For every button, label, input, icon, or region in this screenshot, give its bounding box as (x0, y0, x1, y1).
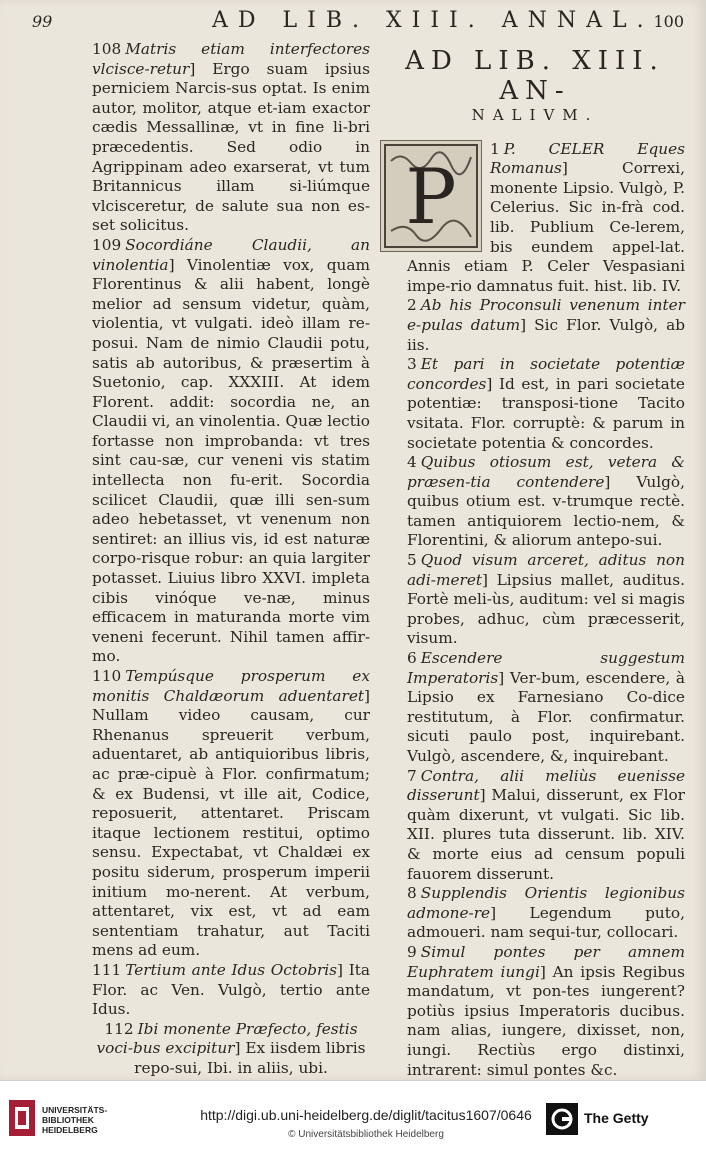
annotation-entry (385, 884, 685, 943)
entry-text: ] Sic Flor. Vulgò, ab iis. (407, 315, 685, 354)
entry-text: ] Ver-bum, escendere, à Lipsio ex Farnesiano Co-dice restitutum, à Flor. confirmatur. sicuti paulo post, inquirebant. Vulgò, ascendere, &, inquirebant. (407, 668, 685, 765)
entry-text: ] Correxi, monente Lipsio. Vulgò, P. Celerius. Sic in-frà cod. lib. Publium Ce-lerem, bis eundem appel-lat. Annis etiam P. Celer Vespasiani impe-rio damnatus fuit. hist. lib. IV. (407, 159, 685, 295)
running-head (32, 8, 694, 36)
entry-lemma: Supplendis Orientis legionibus admone-re (407, 884, 685, 922)
entry-number: 3 (407, 355, 417, 374)
entry-text: ] Id est, in pari societate potentiæ: transposi-tione Tacito vsitata. Flor. corruptè: & parum in societate potentia & concordes. (407, 374, 685, 452)
entry-lemma: Simul pontes per amnem Euphratem iungi (407, 942, 685, 981)
entry-text: ] Legendum puto, admoueri. nam sequi-tur, collocari. (407, 903, 685, 942)
section-title: AD LIB. XIII. AN- (405, 46, 665, 106)
annotation-entry (385, 453, 685, 551)
entry-text: ] Lipsius mallet, auditus. Fortè meli-ùs, auditum: vel si magis probes, adhuc, cùm præcesserit, visum. (407, 570, 685, 648)
annotation-entry (385, 355, 685, 453)
entry-number: 4 (407, 453, 417, 472)
entry-lemma: P. CELER Eques Romanus (490, 139, 685, 178)
annotation-entry (70, 1020, 370, 1079)
entry-text: ] An ipsis Regibus mandatum, vt pon-tes iungerent? potiùs ipsius Imperatoris ducibus. nam alias, iungere, dixisset, non, iungi. Rectiùs ergo distinxi, intrarent: simul pontes &c. (407, 962, 685, 1079)
entry-lemma: Quod visum arceret, aditus non adi-meret (407, 551, 685, 589)
entry-lemma: Tertium ante Idus Octobris (125, 960, 338, 979)
entry-number: 2 (407, 296, 417, 315)
decorated-initial-icon (381, 141, 481, 251)
entry-text: ] Ita Flor. ac Ven. Vulgò, tertio ante Idus. (92, 960, 371, 1019)
entry-number: 111 (92, 960, 122, 979)
entry-lemma: Ab his Proconsuli venenum inter e-pulas datum (407, 296, 685, 334)
right-column (385, 40, 685, 1080)
library-crest-icon (8, 1099, 36, 1137)
entry-number: 109 (92, 235, 122, 254)
annotation-entry (385, 649, 685, 767)
entry-number: 5 (407, 551, 417, 570)
entry-text: ] Ergo suam ipsius perniciem Narcis-sus optat. Is enim autor, molitor, atque et-iam exactor cædis Messallinæ, vt in fine li-bri præcedentis. Sed odio in Agrippinam adeo exarserat, vt tum Britannicus illam si-liúmque vlcisceretur, de salute sua non es-set solicitus. (92, 59, 370, 235)
entry-lemma: Tempúsque prosperum ex monitis Chaldæorum aduentaret (92, 667, 370, 705)
decorated-initial (380, 140, 482, 252)
annotation-entry (70, 961, 370, 1020)
entry-text: ] Ex iisdem libris repo-sui, Ibi. in aliis, ubi. (134, 1039, 366, 1077)
getty-name: The Getty (584, 1110, 649, 1126)
entry-lemma: Contra, alii meliùs euenisse disserunt (407, 766, 685, 805)
folio-right: 100 (653, 12, 684, 31)
entry-lemma: Quibus otiosum est, vetera & præsen-tia contendere (407, 453, 685, 491)
annotation-entry (385, 296, 685, 355)
entry-number: 110 (92, 667, 122, 685)
viewer-footer (0, 1080, 706, 1157)
annotation-entry (70, 40, 370, 236)
running-title: AD LIB. XIII. ANNAL. (212, 8, 654, 33)
getty-logo[interactable] (546, 1103, 696, 1139)
section-subtitle: NALIVM. (471, 106, 599, 124)
entry-lemma: Matris etiam interfectores vlcisce-retur (92, 40, 370, 78)
annotation-entry (385, 943, 685, 1080)
entry-number: 9 (407, 942, 417, 961)
copyright-notice: © Universitätsbibliothek Heidelberg (288, 1129, 444, 1140)
getty-mark-icon (546, 1103, 578, 1135)
entry-number: 112 (104, 1019, 134, 1038)
entry-number: 6 (407, 649, 417, 668)
library-logo[interactable] (8, 1099, 158, 1139)
folio-left: 99 (32, 12, 53, 31)
permalink-url[interactable]: http://digi.ub.uni-heidelberg.de/diglit/tacitus1607/0646 (200, 1107, 532, 1123)
left-column (70, 40, 370, 1078)
entry-number: 8 (407, 884, 417, 903)
annotation-entry (385, 767, 685, 885)
entry-number: 7 (407, 766, 417, 785)
library-name: UNIVERSITÄTS- BIBLIOTHEK HEIDELBERG (42, 1105, 108, 1135)
svg-text:P: P (405, 151, 457, 241)
entry-text: ] Nullam video causam, cur Rhenanus spreuerit verbum, aduentaret, ab antiquioribus libris, ac præ-cipuè à Flor. confirmatum; & ex Budensi, vt ille ait, Codice, reposuerit, attentaret. Priscam itaque lectionem restitui, optimo sensu. Expectabat, vt Chaldæi ex positu siderum, prosperum imperii initium mo-nerent. At verbum, attentaret, vix est, vt ad eam sententiam trahatur, aut Taciti mens ad eum. (92, 686, 370, 960)
entry-lemma: Et pari in societate potentiæ concordes (407, 355, 685, 393)
entry-lemma: Escendere suggestum Imperatoris (407, 649, 685, 687)
annotation-entry (70, 667, 370, 961)
entry-lemma: Ibi monente Præfecto, festis voci-bus excipitur (96, 1019, 358, 1058)
entry-text: ] Vinolentiæ vox, quam Florentinus & alii habent, longè melior ad sensum videtur, quàm, violentia, vt vulgati. ideò illam re-posui. Nam de nimio Claudii potu, satis ab autoribus, & præsertim à Suetonio, cap. XXXIII. At idem Florent. addit: socordia ne, an Claudii vi, an vinolentia. Quæ lectio fortasse non improbanda: vt tres sint cau-sæ, cur veneni vis statim intellecta non fu-erit. Socordia scilicet Claudii, quæ illi sen-sum adeo hebetasset, vt venenum non sentiret: an illius vis, id est naturæ corpo-risque robur: an quia largiter potasset. Liuius libro XXVI. impleta cibis vinóque ve-næ, minus efficacem in maturanda morte vim veneni fecerunt. Nihil tamen affir-mo. (92, 255, 370, 666)
entry-number: 108 (92, 40, 122, 58)
entry-number: 1 (490, 139, 500, 158)
annotation-entry (385, 551, 685, 649)
entry-text: ] Malui, disserunt, ex Flor quàm dixerunt, vt vulgati. Sic lib. XII. plures tuta disserunt. lib. XIV. & morte eius ad censum populi fauorem disserunt. (407, 786, 685, 883)
entry-lemma: Socordiáne Claudii, an vinolentia (92, 235, 370, 274)
annotation-entry (70, 236, 370, 667)
entry-text: ] Vulgò, quibus otium est. v-trumque rectè. tamen antiquiorem lectio-nem, & Florentini, & aliorum antepo-sui. (407, 472, 685, 550)
